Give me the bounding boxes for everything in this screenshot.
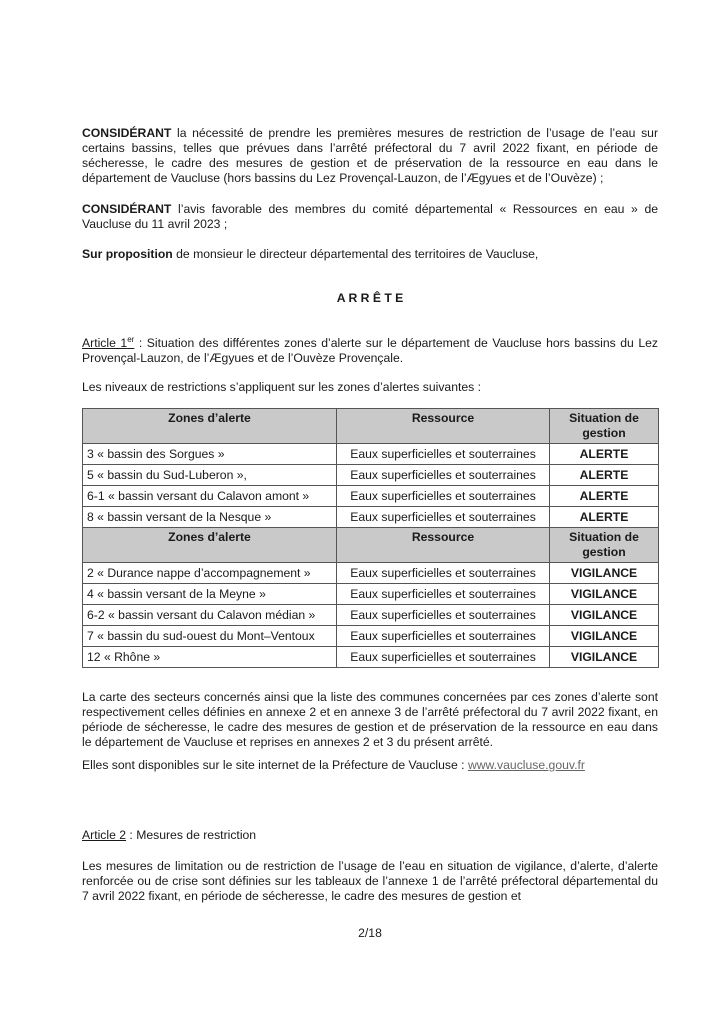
dispo-text: Elles sont disponibles sur le site internet de la Préfecture de Vaucluse : bbox=[82, 758, 468, 772]
article-1-label-text: Article 1 bbox=[82, 336, 128, 350]
table-cell-zone: 8 « bassin versant de la Nesque » bbox=[83, 507, 337, 528]
table-cell-zone: 2 « Durance nappe d’accompagnement » bbox=[83, 563, 337, 584]
table-cell-ressource: Eaux superficielles et souterraines bbox=[337, 563, 550, 584]
levels-intro: Les niveaux de restrictions s’appliquent sur les zones d’alertes suivantes : bbox=[82, 380, 482, 394]
table-cell-situation: ALERTE bbox=[550, 444, 659, 465]
table-cell-ressource: Eaux superficielles et souterraines bbox=[337, 605, 550, 626]
table-cell-ressource: Eaux superficielles et souterraines bbox=[337, 465, 550, 486]
table-cell-zone: 4 « bassin versant de la Meyne » bbox=[83, 584, 337, 605]
article-2-heading bbox=[82, 828, 658, 843]
table-cell-ressource: Eaux superficielles et souterraines bbox=[337, 444, 550, 465]
proposition-text: de monsieur le directeur départemental des territoires de Vaucluse, bbox=[172, 247, 539, 261]
table-header-cell: Zones d’alerte bbox=[83, 528, 337, 563]
table-cell-situation: VIGILANCE bbox=[550, 626, 659, 647]
table-cell-ressource: Eaux superficielles et souterraines bbox=[337, 507, 550, 528]
table-cell-zone: 6-1 « bassin versant du Calavon amont » bbox=[83, 486, 337, 507]
table-cell-situation: ALERTE bbox=[550, 507, 659, 528]
table-cell-situation: VIGILANCE bbox=[550, 647, 659, 668]
considerant-paragraph-2 bbox=[82, 202, 658, 232]
table-cell-situation: VIGILANCE bbox=[550, 584, 659, 605]
table-row bbox=[83, 647, 659, 668]
table-cell-ressource: Eaux superficielles et souterraines bbox=[337, 626, 550, 647]
article-1-text: : Situation des différentes zones d’alerte sur le département de Vaucluse hors bassins du Lez Provençal-Lauzon, de l’Ægyues et de l’Ouvèze Provençale. bbox=[82, 336, 658, 365]
table-row bbox=[83, 507, 659, 528]
table-row bbox=[83, 563, 659, 584]
article-2-text: : Mesures de restriction bbox=[126, 828, 257, 842]
table-cell-situation: ALERTE bbox=[550, 465, 659, 486]
table-cell-ressource: Eaux superficielles et souterraines bbox=[337, 647, 550, 668]
table-header-row bbox=[83, 409, 659, 444]
table-header-row bbox=[83, 528, 659, 563]
table-cell-situation: VIGILANCE bbox=[550, 605, 659, 626]
table-cell-zone: 12 « Rhône » bbox=[83, 647, 337, 668]
table-cell-ressource: Eaux superficielles et souterraines bbox=[337, 584, 550, 605]
article-2-body: Les mesures de limitation ou de restriction de l’usage de l’eau en situation de vigilance, d’alerte, d’alerte renforcée ou de crise sont définies sur les tableaux de l’annexe 1 de l’arrêté préfectoral départemental du 7 avril 2022 fixant, en période de sécheresse, le cadre des mesures de gestion et bbox=[82, 859, 658, 903]
prefecture-link[interactable]: www.vaucluse.gouv.fr bbox=[467, 758, 585, 772]
table-header-cell: Situation de gestion bbox=[550, 528, 659, 563]
table-cell-zone: 6-2 « bassin versant du Calavon médian » bbox=[83, 605, 337, 626]
alert-zones-table bbox=[82, 408, 659, 668]
table-header-cell: Situation de gestion bbox=[550, 409, 659, 444]
table-cell-ressource: Eaux superficielles et souterraines bbox=[337, 486, 550, 507]
article-1-heading bbox=[82, 336, 658, 366]
proposition-lead: Sur proposition bbox=[82, 247, 173, 261]
dispo-paragraph bbox=[82, 758, 658, 773]
page-number: 2/18 bbox=[358, 926, 382, 940]
table-cell-zone: 5 « bassin du Sud-Luberon », bbox=[83, 465, 337, 486]
table-row bbox=[83, 626, 659, 647]
table-cell-situation: ALERTE bbox=[550, 486, 659, 507]
arrete-title: A R R Ê T E bbox=[336, 291, 404, 305]
proposition-paragraph bbox=[82, 247, 658, 262]
article-1-label bbox=[82, 336, 134, 350]
considerant-text: la nécessité de prendre les premières mesures de restriction de l’usage de l’eau sur certains bassins, telles que prévues dans l’arrêté préfectoral du 7 avril 2022 fixant, en période de sécheresse, le cadre des mesures de gestion et de préservation de la ressource en eau dans le département de Vaucluse (hors bassins du Lez Provençal-Lauzon, de l’Ægyues et de l’Ouvèze) ; bbox=[82, 126, 658, 185]
table-row bbox=[83, 486, 659, 507]
considerant-lead: CONSIDÉRANT bbox=[82, 202, 172, 216]
considerant-paragraph-1 bbox=[82, 126, 658, 186]
table-row bbox=[83, 465, 659, 486]
article-2-label: Article 2 bbox=[82, 828, 127, 842]
carte-paragraph: La carte des secteurs concernés ainsi que la liste des communes concernées par ces zones d’alerte sont respectivement celles définies en annexe 2 et en annexe 3 de l’arrêté préfectoral du 7 avril 2022 fixant, en période de sécheresse, le cadre des mesures de gestion et de préservation de la ressource en eau dans le département de Vaucluse et reprises en annexes 2 et 3 du présent arrêté. bbox=[82, 690, 658, 749]
table-row bbox=[83, 605, 659, 626]
table-row bbox=[83, 444, 659, 465]
table-cell-zone: 7 « bassin du sud-ouest du Mont–Ventoux bbox=[83, 626, 337, 647]
article-1-sup: er bbox=[127, 334, 135, 344]
table-row bbox=[83, 584, 659, 605]
table-header-cell: Zones d’alerte bbox=[83, 409, 337, 444]
table-header-cell: Ressource bbox=[337, 409, 550, 444]
table-header-cell: Ressource bbox=[337, 528, 550, 563]
table-cell-zone: 3 « bassin des Sorgues » bbox=[83, 444, 337, 465]
considerant-text: l’avis favorable des membres du comité départemental « Ressources en eau » de Vaucluse du 11 avril 2023 ; bbox=[82, 202, 658, 231]
considerant-lead: CONSIDÉRANT bbox=[82, 126, 172, 140]
table-cell-situation: VIGILANCE bbox=[550, 563, 659, 584]
